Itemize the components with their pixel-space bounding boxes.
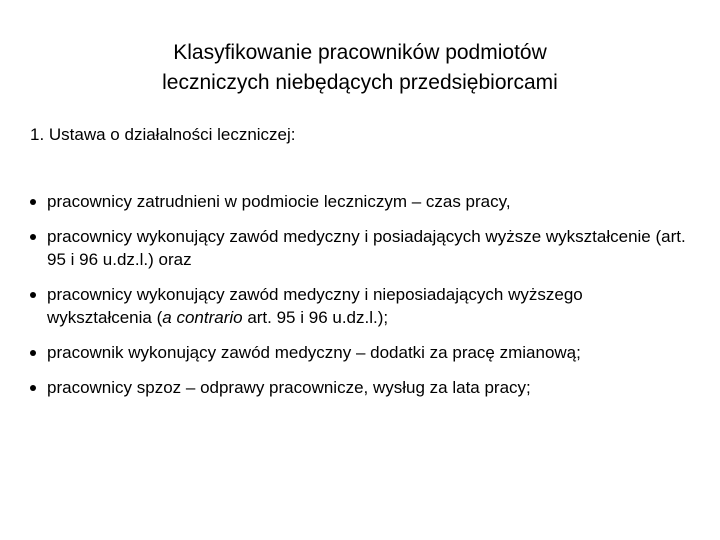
list-item-text-before: pracownicy wykonujący zawód medyczny i nieposiadających wyższego wykształcenia ( <box>47 285 583 327</box>
section-heading-text: 1. Ustawa o działalności leczniczej <box>30 125 291 144</box>
list-item-text-italic: a contrario <box>162 308 243 327</box>
section-heading <box>30 124 296 146</box>
title-line-2: leczniczych niebędących przedsiębiorcami <box>162 71 558 94</box>
list-item-text: pracownicy spzoz – odprawy pracownicze, wysług za lata pracy; <box>47 378 531 397</box>
list-item-text: pracownik wykonujący zawód medyczny – dodatki za pracę zmianową; <box>47 343 581 362</box>
list-item-text: pracownicy wykonujący zawód medyczny i posiadających wyższe wykształcenie (art. 95 i 96 u.dz.l.) oraz <box>47 227 686 269</box>
bullet-dot-icon <box>30 292 36 298</box>
list-item <box>30 190 690 213</box>
list-item-text: pracownicy zatrudnieni w podmiocie leczniczym – czas pracy, <box>47 192 511 211</box>
title-line-1: Klasyfikowanie pracowników podmiotów <box>173 41 547 64</box>
list-item <box>30 376 690 399</box>
section-heading-colon: : <box>290 125 296 144</box>
bullet-list <box>30 190 690 411</box>
bullet-dot-icon <box>30 350 36 356</box>
page-title <box>60 38 660 98</box>
list-item <box>30 225 690 271</box>
list-item <box>30 283 690 329</box>
bullet-dot-icon <box>30 199 36 205</box>
list-item-text-after: art. 95 i 96 u.dz.l.); <box>242 308 389 327</box>
bullet-dot-icon <box>30 234 36 240</box>
list-item <box>30 341 690 364</box>
bullet-dot-icon <box>30 385 36 391</box>
